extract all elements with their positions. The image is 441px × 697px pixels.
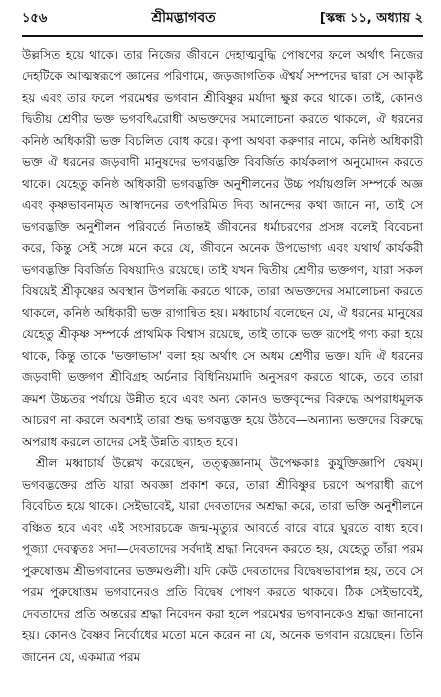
page-body (22, 45, 423, 669)
paragraph-2: শ্রীল মধ্বাচার্য উল্লেখ করেছেন, তত্ত্বজ্ঞানাম্ উপেক্ষকাঃ কুযুক্তিজ্ঞাপি দ্বেষম্। ভগবদ্ভক্তের প্রতি যারা অবজ্ঞা প্রকাশ করে, তারা শ্রীবিষ্ণুর চরণে অপরাধী রূপে বিবেচিত হয়ে থাকে। সেইভাবেই, যারা দেবতাদের অশ্রদ্ধা করে, তারা ভক্তি অনুশীলনে বঞ্চিত হবে এবং এই সংসারচক্রে জন্ম-মৃত্যুর আবর্তে বারে বারে ঘুরতে বাধ্য হবে। পূজ্যা দেবত্বতঃ সদা—দেবতাদের সর্বদাই শ্রদ্ধা নিবেদন করতে হয়, যেহেতু তাঁরা পরম পুরুষোত্তম শ্রীভগবানের ভক্তমণ্ডলী। যদি কেউ দেবতাদের বিদ্বেষভাবাপন্ন হয়, তবে সে পরম পুরুষোত্তম ভগবানেরও প্রতি বিদ্বেষ পোষণ করতে থাকবে। ঠিক সেইভাবেই, দেবতাদের প্রতি অন্তরের শ্রদ্ধা নিবেদন করা হলে পরমেশ্বর ভগবানকেও শ্রদ্ধা জানানো হয়। কোনও বৈষ্ণব নির্বোধের মতো মনে করেন না যে, অনেক ভগবান রয়েছেন। তিনি জানেন যে, একমাত্র পরম (22, 456, 423, 664)
chapter-reference: [স্কন্ধ ১১, অধ্যায় ২ (319, 11, 423, 26)
book-title: শ্রীমদ্ভাগবত (151, 10, 216, 26)
header-divider (22, 35, 423, 37)
paragraph-1: উল্লসিত হয়ে থাকে। তার নিজের জীবনে দেহাত্মবুদ্ধি পোষণের ফলে অর্থাৎ নিজের দেহটিকে আত্মস্বরূপে জ্ঞানের পরিণামে, জড়জাগতিক ঐশ্বর্য সম্পদের দ্বারা সে আকৃষ্ট হয় এবং তার ফলে পরমেশ্বর ভগবান শ্রীবিষ্ণুর মর্যাদা ক্ষুণ্ণ করে থাকে। তাই, কোনও দ্বিতীয় শ্রেণীর ভক্ত ভগবৎ্বিরোধী অভক্তদের সমালোচনা করতে থাকলে, ঐ ধরনের কনিষ্ঠ অধিকারী ভক্ত বিচলিত বোধ করে। কৃপা অথবা করুণার নামে, কনিষ্ঠ অধিকারী ভক্ত ঐ ধরনের জড়বাদী মানুষদের ভগবদ্ভক্তি বিবর্জিত কার্যকলাপ অনুমোদন করতে থাকে। যেহেতু কনিষ্ঠ অধিকারী ভগবদ্ভক্তি অনুশীলনের উচ্চ পর্যায়গুলি সম্পর্কে অজ্ঞ এবং কৃষ্ণভাবনামৃত আস্বাদনের তৎপরিমিত দিব্য আনন্দের কথা জানে না, তাই সে ভগবদ্ভক্তি অনুশীলন পরিবর্তে নিতান্তই জীবনের ধর্মাচরণের প্রসঙ্গ বলেই বিবেচনা করে, কিন্তু সেই সঙ্গে মনে করে যে, জীবনে অনেক উপভোগ্য এবং যথার্থ কার্যকরী ভগবদ্ভক্তি বিবর্জিত বিষয়াদিও রয়েছে। তাই যখন দ্বিতীয় শ্রেণীর ভক্তগণ, যারা সকল বিষয়েই শ্রীকৃষ্ণের অবস্থান উপলব্ধি করতে থাকে, তারা অভক্তদের সমালোচনা করতে থাকলে, কনিষ্ঠ অধিকারী ভক্ত রাগান্বিত হয়। মধ্বাচার্য বলেছেন যে, ঐ ধরনের মানুষের যেহেতু শ্রীকৃষ্ণ সম্পর্কে প্রাথমিক বিশ্বাস রয়েছে, তাই তাকে ভক্ত রূপেই গণ্য করা হয়ে থাকে, কিন্তু তাকে 'ভক্তাভাস' বলা হয় অর্থাৎ সে অধম শ্রেণীর ভক্ত। যদি ঐ ধরনের জড়বাদী ভক্তগণ শ্রীবিগ্রহ অর্চনার বিধিনিয়মাদি অনুসরণ করতে থাকে, তবে তারা ক্রমশ উচ্চতর পর্যায়ে উন্নীত হবে এবং অন্য কোনও ভক্তবৃন্দের বিরুদ্ধে অপরাধমূলক আচরণ না করলে অবশ্যই তারা শুদ্ধ ভগবদ্ভক্ত হয়ে উঠবে—অন্যান্য ভক্তদের বিরুদ্ধে অপরাধ করলে তাদের সেই উন্নতি ব্যাহত হবে। (22, 47, 423, 449)
page-number: ১৫৬ (22, 11, 48, 26)
page-header (22, 6, 423, 32)
